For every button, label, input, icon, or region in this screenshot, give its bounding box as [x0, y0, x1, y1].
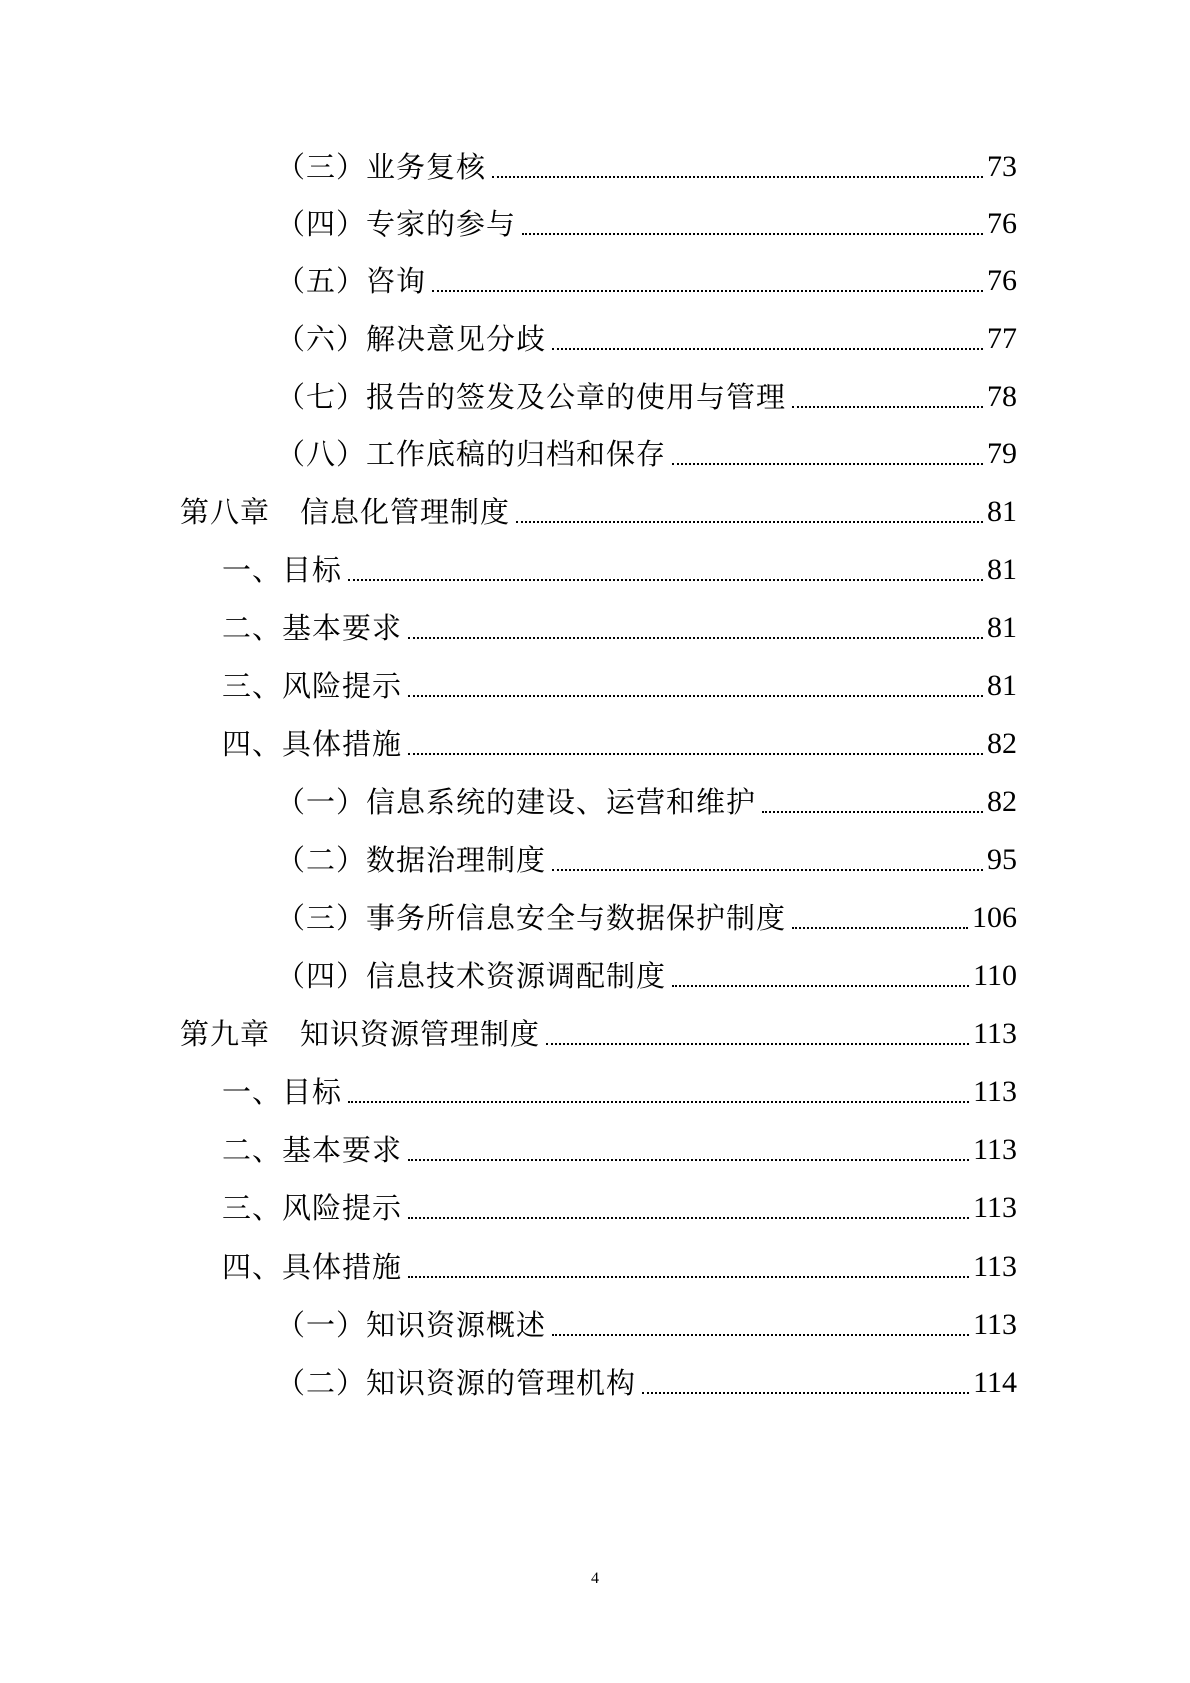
- toc-entry-title: （八）工作底稿的归档和保存: [276, 437, 667, 471]
- toc-entry-title: （二）知识资源的管理机构: [276, 1366, 637, 1400]
- toc-leader-dots: [408, 1217, 969, 1219]
- toc-entry-title: 四、具体措施: [222, 1250, 403, 1284]
- toc-chapter-number: 第八章: [180, 495, 271, 529]
- toc-entry-title: 一、目标: [222, 553, 343, 587]
- page-number: 4: [591, 1570, 599, 1587]
- toc-leader-dots: [492, 176, 983, 178]
- toc-entry-title: 四、具体措施: [222, 727, 403, 761]
- toc-entry[interactable]: [276, 317, 1017, 361]
- toc-entry-title: [180, 1012, 540, 1056]
- toc-entry-title: 三、风险提示: [222, 1191, 403, 1225]
- toc-entry[interactable]: [222, 1186, 1017, 1230]
- toc-entry[interactable]: [222, 1070, 1017, 1114]
- toc-entry[interactable]: [276, 780, 1017, 824]
- toc-leader-dots: [522, 233, 983, 235]
- toc-entry-page: 82: [987, 727, 1017, 760]
- toc-leader-dots: [552, 869, 983, 871]
- toc-entry-page: 81: [987, 553, 1017, 586]
- toc-entry[interactable]: [276, 1361, 1017, 1405]
- toc-entry-page: 81: [987, 611, 1017, 644]
- toc-leader-dots: [546, 1043, 969, 1045]
- toc-entry-title: （七）报告的签发及公章的使用与管理: [276, 380, 787, 414]
- toc-leader-dots: [408, 753, 983, 755]
- toc-entry-page: 76: [987, 264, 1017, 297]
- toc-entry[interactable]: [222, 1128, 1017, 1172]
- toc-entry[interactable]: [276, 1303, 1017, 1347]
- toc-leader-dots: [792, 406, 983, 408]
- toc-entry-page: 106: [972, 901, 1017, 934]
- toc-entry-page: 113: [973, 1133, 1017, 1166]
- toc-leader-dots: [516, 521, 983, 523]
- toc-entry-title: （三）业务复核: [276, 150, 487, 184]
- toc-leader-dots: [672, 463, 983, 465]
- toc-leader-dots: [672, 985, 969, 987]
- toc-leader-dots: [408, 1159, 969, 1161]
- toc-entry-title: （一）知识资源概述: [276, 1308, 547, 1342]
- toc-entry-page: 113: [973, 1308, 1017, 1341]
- toc-leader-dots: [348, 579, 983, 581]
- toc-entry-title: （六）解决意见分歧: [276, 322, 547, 356]
- toc-entry-title: （三）事务所信息安全与数据保护制度: [276, 901, 787, 935]
- toc-entry[interactable]: [276, 954, 1017, 998]
- toc-entry-page: 82: [987, 785, 1017, 818]
- toc-chapter-number: 第九章: [180, 1017, 271, 1051]
- toc-chapter-entry[interactable]: [180, 490, 1017, 534]
- toc-entry-title: 三、风险提示: [222, 669, 403, 703]
- toc-entry-page: 113: [973, 1250, 1017, 1283]
- toc-entry-page: 78: [987, 380, 1017, 413]
- toc-entry-page: 81: [987, 669, 1017, 702]
- toc-leader-dots: [552, 348, 983, 350]
- toc-entry[interactable]: [276, 838, 1017, 882]
- toc-entry-page: 113: [973, 1017, 1017, 1050]
- toc-leader-dots: [762, 811, 983, 813]
- toc-entry[interactable]: [276, 259, 1017, 303]
- toc-chapter-entry[interactable]: [180, 1012, 1017, 1056]
- toc-entry-page: 81: [987, 495, 1017, 528]
- toc-entry-page: 113: [973, 1075, 1017, 1108]
- toc-entry-title: （四）信息技术资源调配制度: [276, 959, 667, 993]
- toc-entry-title: （四）专家的参与: [276, 207, 517, 241]
- toc-entry[interactable]: [276, 145, 1017, 189]
- toc-entry-page: 114: [973, 1366, 1017, 1399]
- toc-entry-page: 77: [987, 322, 1017, 355]
- toc-chapter-title: 信息化管理制度: [300, 495, 511, 529]
- toc-leader-dots: [408, 1276, 969, 1278]
- toc-entry[interactable]: [222, 664, 1017, 708]
- toc-entry-page: 79: [987, 437, 1017, 470]
- toc-entry[interactable]: [222, 548, 1017, 592]
- toc-entry[interactable]: [276, 432, 1017, 476]
- toc-entry-title: [180, 490, 510, 534]
- toc-entry-page: 110: [973, 959, 1017, 992]
- toc-entry-page: 73: [987, 150, 1017, 183]
- toc-entry[interactable]: [276, 896, 1017, 940]
- toc-entry[interactable]: [222, 606, 1017, 650]
- toc-entry-title: 二、基本要求: [222, 611, 403, 645]
- toc-entry[interactable]: [222, 722, 1017, 766]
- toc-entry-title: （五）咨询: [276, 264, 427, 298]
- toc-entry[interactable]: [276, 375, 1017, 419]
- toc-leader-dots: [792, 927, 968, 929]
- toc-entry-page: 76: [987, 207, 1017, 240]
- toc-leader-dots: [408, 637, 983, 639]
- toc-leader-dots: [432, 290, 983, 292]
- toc-entry-page: 95: [987, 843, 1017, 876]
- toc-leader-dots: [642, 1392, 969, 1394]
- toc-entry[interactable]: [222, 1245, 1017, 1289]
- toc-chapter-title: 知识资源管理制度: [300, 1017, 541, 1051]
- toc-entry-title: （一）信息系统的建设、运营和维护: [276, 785, 757, 819]
- toc-leader-dots: [348, 1101, 969, 1103]
- toc-leader-dots: [552, 1334, 969, 1336]
- toc-entry[interactable]: [276, 202, 1017, 246]
- toc-entry-title: 二、基本要求: [222, 1133, 403, 1167]
- toc-entry-title: （二）数据治理制度: [276, 843, 547, 877]
- toc-entry-page: 113: [973, 1191, 1017, 1224]
- toc-entry-title: 一、目标: [222, 1075, 343, 1109]
- toc-leader-dots: [408, 695, 983, 697]
